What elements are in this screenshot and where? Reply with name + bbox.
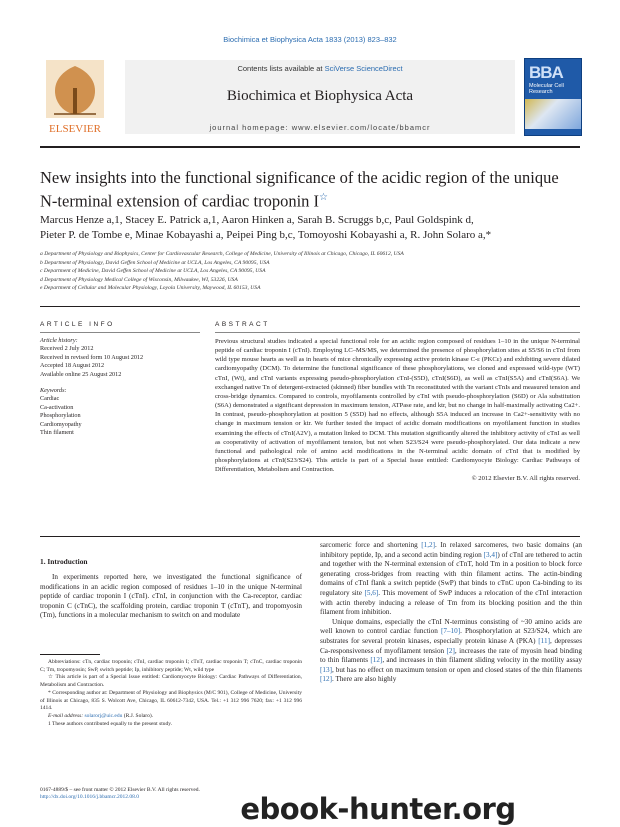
article-title	[40, 168, 585, 212]
doi-link[interactable]: http://dx.doi.org/10.1016/j.bbamcr.2012.08.0	[40, 794, 140, 800]
citation-link[interactable]: [5,6]	[364, 588, 379, 597]
citation-link[interactable]: [12]	[320, 675, 332, 684]
text-run: . Phosphorylation at S23/S24, which are substrates for several protein kinases, especially protein kinase A (PKA)	[320, 627, 582, 645]
intro-paragraph-2	[320, 541, 582, 618]
abstract-body	[215, 337, 580, 484]
watermark-text: ebook-hunter.org	[240, 792, 516, 826]
cover-title: BBA	[529, 63, 563, 82]
keyword: Phosphorylation	[40, 412, 81, 420]
text-run: sarcomeric force and shortening	[320, 541, 422, 549]
affiliation-d: d Department of Physiology Medical College of Wisconsin, Milwaukee, WI, 53226, USA	[40, 276, 238, 283]
text-run: ) of cTnI are tethered to actin and together with the N-terminal extension of cTnT, hold Tm in a position to block force generating cross-bridges from reacting with thin filament actins. The actin-binding domains of cTnI flank a switch peptide (SwP) that binds to cTnC upon Ca-binding to its regulatory site	[320, 550, 582, 597]
footnote-special-issue: ☆ This article is part of a Special Issue entitled: Cardiomyocyte Biology: Cardiac Pathways of Differentiation, Metabolism and Contraction.	[40, 674, 302, 689]
affiliation-a: a Department of Physiology and Biophysics, Center for Cardiovascular Research, College of Medicine, University of Illinois at Chicago, Chicago, IL 60612, USA	[40, 251, 404, 257]
history-online: Available online 25 August 2012	[40, 370, 122, 378]
history-received: Received 2 July 2012	[40, 345, 94, 353]
title-footnote-star[interactable]: ☆	[319, 192, 328, 203]
history-accepted: Accepted 18 August 2012	[40, 362, 105, 370]
citation-link[interactable]: [13]	[320, 665, 332, 674]
intro-paragraph-1: In experiments reported here, we investigated the functional significance of modifications in an acidic region composed of residues 1–10 in the unique N-terminal peptide of cardiac troponin I (cTnI). cTnI, in conjunction with the Ca-receptor, cardiac troponin C (cTnC), the scaffolding protein, cardiac troponin T (cTnT), and tropomyosin (Tm), functions in a molecular mechanism to switch on and modulate	[40, 573, 302, 620]
history-revised: Received in revised form 10 August 2012	[40, 353, 144, 361]
article-info-rule	[40, 332, 200, 333]
abstract-rule	[215, 332, 580, 333]
citation-link[interactable]: [12]	[370, 656, 383, 665]
keywords-label: Keywords:	[40, 387, 67, 395]
contents-line	[125, 64, 515, 73]
email-label: E-mail address:	[48, 712, 85, 719]
footnotes	[40, 659, 302, 728]
abstract-copyright: © 2012 Elsevier B.V. All rights reserved.	[471, 475, 580, 483]
introduction-heading: 1. Introduction	[40, 557, 88, 566]
journal-citation[interactable]: Biochimica et Biophysica Acta 1833 (2013) 823–832	[223, 35, 397, 44]
header-rule	[40, 146, 580, 148]
text-run: Unique domains, especially the cTnI N-terminus consisting of ~30 amino acids are well known to control cardiac function	[320, 617, 582, 636]
affiliations	[40, 250, 585, 293]
elsevier-wordmark: ELSEVIER	[49, 123, 101, 135]
authors-line-1[interactable]: Marcus Henze a,1, Stacey E. Patrick a,1, Aaron Hinken a, Sarah B. Scruggs b,c, Paul Goldspink d,	[40, 214, 474, 226]
journal-name: Biochimica et Biophysica Acta	[226, 88, 414, 104]
history-label: Article history:	[40, 337, 78, 344]
text-run: . In relaxed sarcomeres, two basic domains (an inhibitory peptide, Ip, and a second actin binding region	[320, 541, 582, 559]
affiliation-b: b Department of Physiology, David Geffen School of Medicine at UCLA, Los Angeles, CA 90095, USA	[40, 259, 270, 266]
sciencedirect-link[interactable]: SciVerse ScienceDirect	[324, 64, 403, 73]
citation-link[interactable]: [3,4]	[483, 550, 498, 559]
intro-paragraph-3	[320, 618, 582, 685]
author-list	[40, 213, 585, 243]
citation-link[interactable]: [2]	[446, 646, 455, 655]
text-run: , increases the rate of myosin head binding to thin filaments	[320, 646, 582, 665]
section-rule-bottom	[40, 536, 580, 537]
section-rule-top	[40, 306, 580, 307]
article-info	[40, 337, 200, 437]
affiliation-e: e Department of Cellular and Molecular Physiology, Loyola University, Maywood, IL 60153, USA	[40, 285, 261, 291]
citation-link[interactable]: [11]	[538, 636, 550, 645]
footnote-corresponding: * Corresponding author at: Department of Physiology and Biophysics (M/C 901), College of Medicine, University of Illinois at Chicago, 835 S. Wolcott Ave, Chicago, IL 60612-7342, USA. Tel.: +1 312 996 7620; fax: +1 312 996 1414.	[40, 689, 302, 712]
footnote-abbreviations: Abbreviations: cTn, cardiac troponin; cTnI, cardiac troponin I; cTnT, cardiac troponin T; cTnC, cardiac troponin C; Tm, tropomyosin; SwP, switch peptide; Ip, inhibitory peptide; Wt, wild type	[40, 659, 302, 673]
citation-link[interactable]: [1,2]	[421, 541, 435, 549]
text-run: . This movement of SwP induces a relocation of the cTnI interaction with actin thereby inducing a release of Tm from its blocking position and the thin filament from inhibition.	[320, 588, 582, 617]
keyword: Cardiomyopathy	[40, 420, 82, 428]
keyword: Thin filament	[40, 429, 74, 437]
article-info-heading: ARTICLE INFO	[40, 321, 115, 328]
text-run: , and increases in thin filament sliding velocity in the motility assay	[382, 656, 582, 665]
keyword: Cardiac	[40, 395, 60, 403]
issn-line: 0167-4889/$ – see front matter © 2012 Elsevier B.V. All rights reserved.	[40, 787, 200, 793]
title-line-1: New insights into the functional significance of the acidic region of the unique	[40, 168, 559, 187]
footnote-email	[40, 713, 302, 721]
intro-right-column	[320, 541, 582, 685]
journal-homepage[interactable]: journal homepage: www.elsevier.com/locate/bbamcr	[209, 123, 431, 132]
email-link[interactable]: solarorj@uic.edu	[84, 712, 123, 719]
abstract-heading: ABSTRACT	[215, 321, 270, 328]
text-run: . There are also highly	[331, 675, 397, 684]
elsevier-logo	[40, 58, 110, 138]
footnote-equal-contribution: 1 These authors contributed equally to the present study.	[48, 720, 173, 727]
abstract-text: Previous structural studies indicated a special functional role for an acidic region composed of residues 1–10 in the unique N-terminal peptide of cardiac troponin I (cTnI). Employing LC–MS/MS, we determined the presence of phosphorylation sites at S5/S6 in cTnI from wild type mouse hearts as well as in hearts of mice chronically expressing active protein kinase C-ε (PKCε) and exhibiting severe dilated cardiomyopathy (DCM). To determine the functional significance of these phosphorylations, we cloned and expressed wild-type (WT) cTnI, (Wt), and cTnI variants expressing pseudo-phosphorylation cTnI-(S5D), cTnI(S6D), as well as cTnI(S5A) and cTnI(S6A). We exchanged native Tn of detergent-extracted (skinned) fiber bundles with Tn reconstituted with the variant cTnIs and measured tension and cross-bridge dynamics. Compared to controls, myofilaments controlled by cTnI with pseudo-phosphorylation (S6D) or Ala substitution (S6A) demonstrated a significant depression in maximum tension, ATPase rate, and ktr, but no change in half-maximally activating Ca2+. In contrast, pseudo-phosphorylation at position 5 (S5D) had no effects, although S5A induced an increase in Ca2+-sensitivity with no change in maximum tension or ktr. We further tested the impact of acidic domain modifications on myofilament function in studies examining the effects of cTnI(A2V), a mutation linked to DCM. This mutation significantly altered the inhibitory activity of cTnI as well as cooperativity of activation of myofilament tension, but not when S23/S24 were pseudo-phosphorylated. Our data indicate a new functional and pathological role of amino acid modifications in the N-terminal acidic domain of cTnI that is modified by phosphorylations at cTnI(S23/S24). This article is part of a Special Issue entitled: Cardiomyocyte Biology: Cardiac Pathways of Differentiation, Metabolism and Contraction.	[215, 338, 580, 474]
cover-graphic	[525, 99, 581, 129]
footnote-rule	[40, 654, 100, 655]
email-after: (R.J. Solaro).	[122, 712, 154, 719]
keyword: Ca-activation	[40, 403, 74, 411]
citation-link[interactable]: [7–10]	[440, 627, 461, 636]
intro-left-column	[40, 573, 302, 621]
authors-line-2[interactable]: Pieter P. de Tombe e, Minae Kobayashi a, Peipei Ping b,c, Tomoyoshi Kobayashi a, R. John Solaro a,*	[40, 229, 492, 241]
text-run: , but has no effect on maximum tension or open and closed states of the thin filaments	[331, 665, 582, 674]
title-line-2: N-terminal extension of cardiac troponin I	[40, 191, 320, 211]
contents-prefix: Contents lists available at	[237, 64, 325, 73]
text-run: , depresses Ca-responsiveness of myofilament tension	[320, 636, 582, 655]
journal-cover-image	[524, 58, 582, 136]
cover-subtitle: Molecular Cell Research	[529, 83, 564, 95]
affiliation-c: c Department of Medicine, David Geffen School of Medicine at UCLA, Los Angeles, CA 90095, USA	[40, 268, 266, 274]
